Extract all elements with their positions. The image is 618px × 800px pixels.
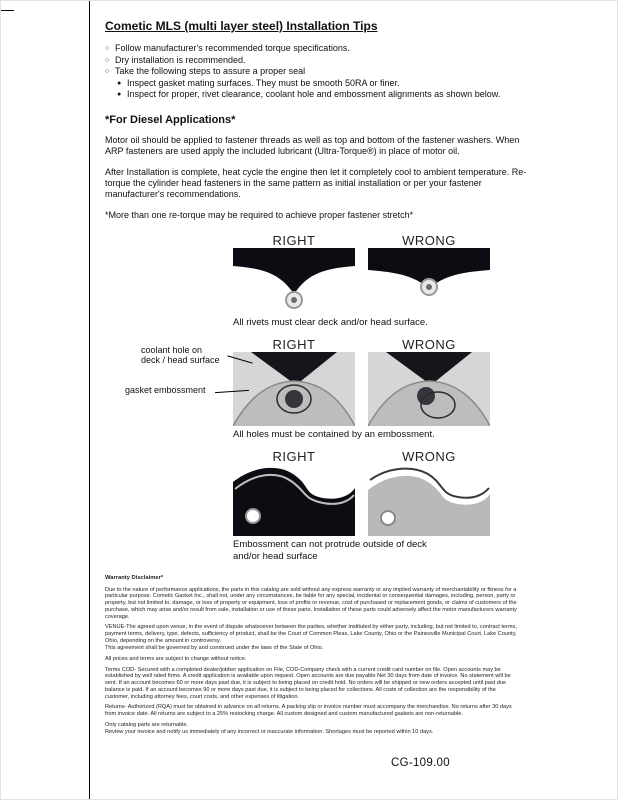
diesel-heading: *For Diesel Applications* xyxy=(105,113,236,126)
right-label: RIGHT xyxy=(272,336,316,352)
wrong-label: WRONG xyxy=(402,232,456,248)
sub-bullet-text: Inspect gasket mating surfaces. They must be smooth 50RA or finer. xyxy=(127,77,400,88)
page-content xyxy=(105,19,585,571)
warranty-paragraph: Due to the nature of performance applications, the parts in this catalog are sold without any express warranty or any implied warranty of merchantability or fitness for a particular purpose. Cometic Gasket Inc., shall not, under any circumstances, be liable for any special, incidental or consequential damages, including, person, party or property, but not limited to, damage, or loss of property or equipment, loss of profits or revenue, cost of purchased or replacement goods, or claims of customers of the purchase, which may arise and/or result from sale, installation or use of these parts. Installation of these parts could adversely affect the motor manufacturers warranty coverage. xyxy=(105,586,517,620)
bullet-text: Take the following steps to assure a proper seal xyxy=(115,66,306,76)
warranty-paragraph: Only catalog parts are returnable. xyxy=(105,721,189,728)
bullet-dot-icon: ● xyxy=(117,79,122,87)
warranty-paragraph: Review your invoice and notify us immediately of any incorrect or inaccurate information. Shortages must be reported within 10 days. xyxy=(105,729,434,736)
warranty-paragraph: This agreement shall be governed by and construed under the laws of the State of Ohio. xyxy=(105,645,324,652)
warranty-paragraph: Returns- Authorized (RQA) must be obtained in advance on all returns. A packing slip or invoice number must accompany the merchandise. No returns after 30 days from invoice date. All returns are subject to a 25% restocking charge. All custom designed and custom manufactured gaskets are non-returnable. xyxy=(105,704,512,717)
callout-gasket-embossment: gasket embossment xyxy=(125,384,206,395)
figure-embossment xyxy=(125,336,495,441)
diesel-paragraph-1: Motor oil should be applied to fastener threads as well as top and bottom of the fastener washers. When ARP fasteners are used apply the included lubricant (Ultra-Torque®) in place of motor oil. xyxy=(105,134,520,156)
bullet-text: Dry installation is recommended. xyxy=(115,54,246,65)
wrong-label: WRONG xyxy=(402,336,456,352)
figures-block xyxy=(125,232,495,563)
right-label: RIGHT xyxy=(272,448,316,464)
warranty-section xyxy=(105,575,519,740)
sub-bullet-text: Inspect for proper, rivet clearance, coolant hole and embossment alignments as shown below. xyxy=(127,89,501,99)
bullet-dot-icon: ● xyxy=(117,91,122,98)
fig1-right-image xyxy=(233,248,355,314)
margin-rule xyxy=(89,1,90,799)
bullet-item xyxy=(105,55,545,67)
sub-bullet-item xyxy=(117,78,545,90)
page-number: CG-109.00 xyxy=(391,757,450,769)
fig3-caption: Embossment can not protrude outside of deck and/or head surface xyxy=(233,538,427,562)
sub-bullet-item xyxy=(117,89,545,101)
bullet-circle-icon: ○ xyxy=(105,45,110,52)
crop-mark xyxy=(1,10,14,11)
fig2-wrong-image xyxy=(368,352,490,426)
right-label: RIGHT xyxy=(272,232,316,248)
fig3-wrong-image xyxy=(368,464,490,536)
warranty-paragraph: VENUE-The agreed upon venue, in the event of dispute whatsoever between the parties, whether instituted by either party, including, but not limited to, contract terms, payment terms, delivery, type, defects, sufficiency of product, shall be the Court of Common Pleas, Lake County, Ohio or the Painesville Municipal Court, Lake County, Ohio, depending on the amount in controversy. xyxy=(105,624,517,644)
tips-list xyxy=(105,43,585,101)
retorque-note: *More than one re-torque may be required to achieve proper fastener stretch* xyxy=(105,209,414,220)
fig1-caption: All rivets must clear deck and/or head surface. xyxy=(233,316,428,328)
bullet-item xyxy=(105,66,545,78)
bullet-text: Follow manufacturer's recommended torque specifications. xyxy=(115,43,350,53)
warranty-paragraph: Terms COD- Secured with a completed dealer/jobber application on File, COD-Company check with a current credit card number on file. Open accounts may be established by well rated firms. A credit application is available upon request. Open accounts are due payable Net 30 days from date of invoice. No statement will be sent. If an account becomes 60 or more days past due, it is subject to being placed on credit hold. No orders will be shipped or new orders accepted until past due balance is paid. If an account becomes 90 or more days past due, it is subject to being placed for collections. All costs of collection are the responsibility of the customer, including attorney fees, court costs, and other expenses of litigation. xyxy=(105,666,511,700)
warranty-paragraph: All prices and terms are subject to change without notice. xyxy=(105,656,247,663)
figure-protrusion xyxy=(233,449,495,563)
callout-coolant-hole: coolant hole on deck / head surface xyxy=(141,344,220,365)
fig2-caption: All holes must be contained by an embossment. xyxy=(233,428,435,440)
fig3-right-image xyxy=(233,464,355,536)
diesel-paragraph-2: After Installation is complete, heat cycle the engine then let it completely cool to ambient temperature. Re-torque the cylinder head fasteners in the same pattern as initial installation or per your fastener manufacturer's recommendations. xyxy=(105,166,527,199)
figure-rivets xyxy=(233,233,495,329)
bullet-circle-icon: ○ xyxy=(105,56,110,64)
page-title: Cometic MLS (multi layer steel) Installation Tips xyxy=(105,19,378,33)
bullet-item xyxy=(105,43,545,55)
wrong-label: WRONG xyxy=(402,448,456,464)
fig1-wrong-image xyxy=(368,248,490,314)
bullet-circle-icon: ○ xyxy=(105,68,110,75)
warranty-heading: Warranty Disclaimer* xyxy=(105,575,164,581)
